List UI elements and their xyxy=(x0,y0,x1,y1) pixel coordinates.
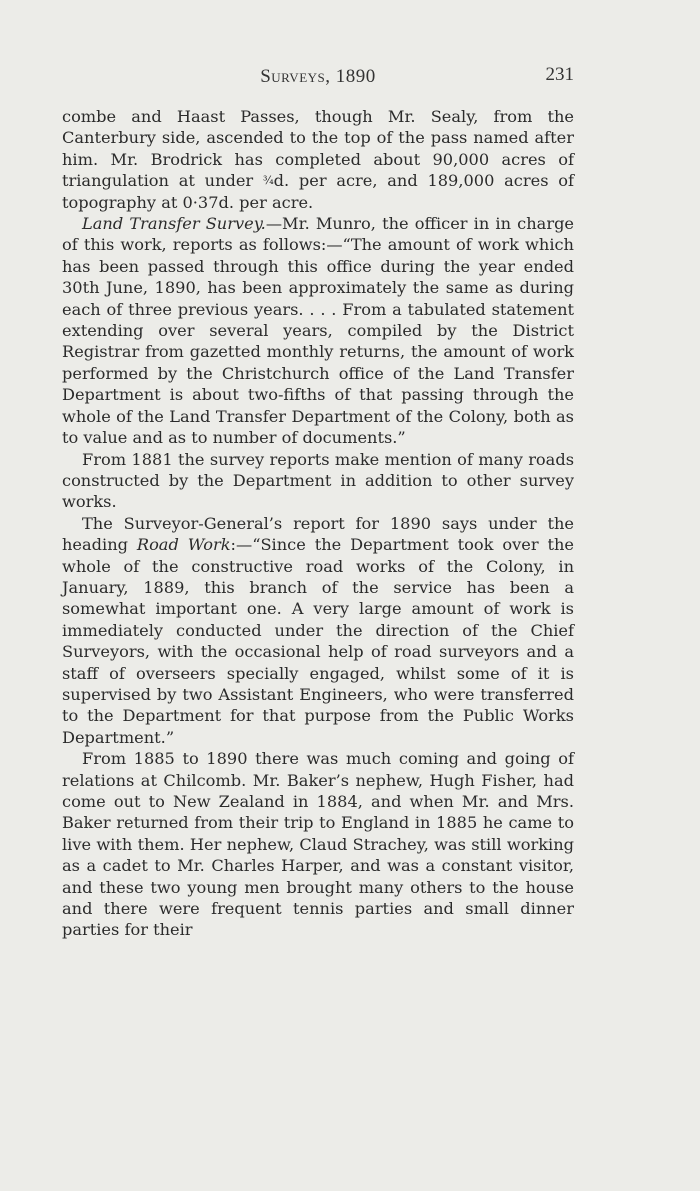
text-run: combe and Haast Passes, though Mr. Sealy, from the Canterbury side, ascended to the top of the pass named after him. Mr. Brodrick has completed about 90,000 acres of triangulation at under xyxy=(62,107,574,191)
paragraph xyxy=(62,106,574,213)
running-head xyxy=(62,60,574,94)
text-run: From 1885 to 1890 there was much coming and going of relations at Chilcomb. Mr. Baker’s nephew, Hugh Fisher, had come out to New Zealand in 1884, and when Mr. and Mrs. Baker returned from their trip to England in 1885 he came to live with them. Her nephew, Claud Strachey, was still working as a cadet to Mr. Charles Harper, and was a constant visitor, and these two young men brought many others to the house and there were frequent tennis parties and small dinner parties for their xyxy=(62,749,574,940)
paragraph xyxy=(62,213,574,448)
body-text xyxy=(62,106,574,941)
running-title xyxy=(62,66,574,88)
page-number: 231 xyxy=(545,64,574,85)
fraction: ¾ xyxy=(262,174,274,188)
text-run: d. per acre, and 189,000 acres of topography at 0·37d. per acre. xyxy=(62,171,574,212)
running-title-small-caps: Surveys xyxy=(260,66,326,87)
italic-heading: Road Work xyxy=(136,535,231,555)
paragraph xyxy=(62,513,574,748)
text-run: From 1881 the survey reports make mention of many roads constructed by the Department in addition to other survey works. xyxy=(62,449,574,512)
text-run: :—“Since the Department took over the whole of the constructive road works of the Colony, in January, 1889, this branch of the service has been a somewhat important one. A very large amount of work is immediately conducted under the direction of the Chief Surveyors, with the occasional help of road surveyors and a staff of overseers specially engaged, whilst some of it is supervised by two Assistant Engineers, who were transferred to the Department for that purpose from the Public Works Department.” xyxy=(62,535,574,747)
book-page xyxy=(62,60,574,941)
paragraph xyxy=(62,748,574,941)
text-run: The Surveyor-General’s report for 1890 says under the heading xyxy=(62,513,574,555)
paragraph xyxy=(62,449,574,513)
text-run: —Mr. Munro, the officer in in charge of this work, reports as follows:—“The amount of work which has been passed through this office during the year ended 30th June, 1890, has been approximately the same as during each of three previous years. . . . From a tabulated statement extending over several years, compiled by the District Registrar from gazetted monthly returns, the amount of work performed by the Christchurch office of the Land Transfer Department is about two-fifths of that passing through the whole of the Land Transfer Department of the Colony, both as to value and as to number of documents.” xyxy=(62,214,575,448)
italic-heading: Land Transfer Survey. xyxy=(82,214,266,234)
running-title-year: , 1890 xyxy=(325,66,376,87)
